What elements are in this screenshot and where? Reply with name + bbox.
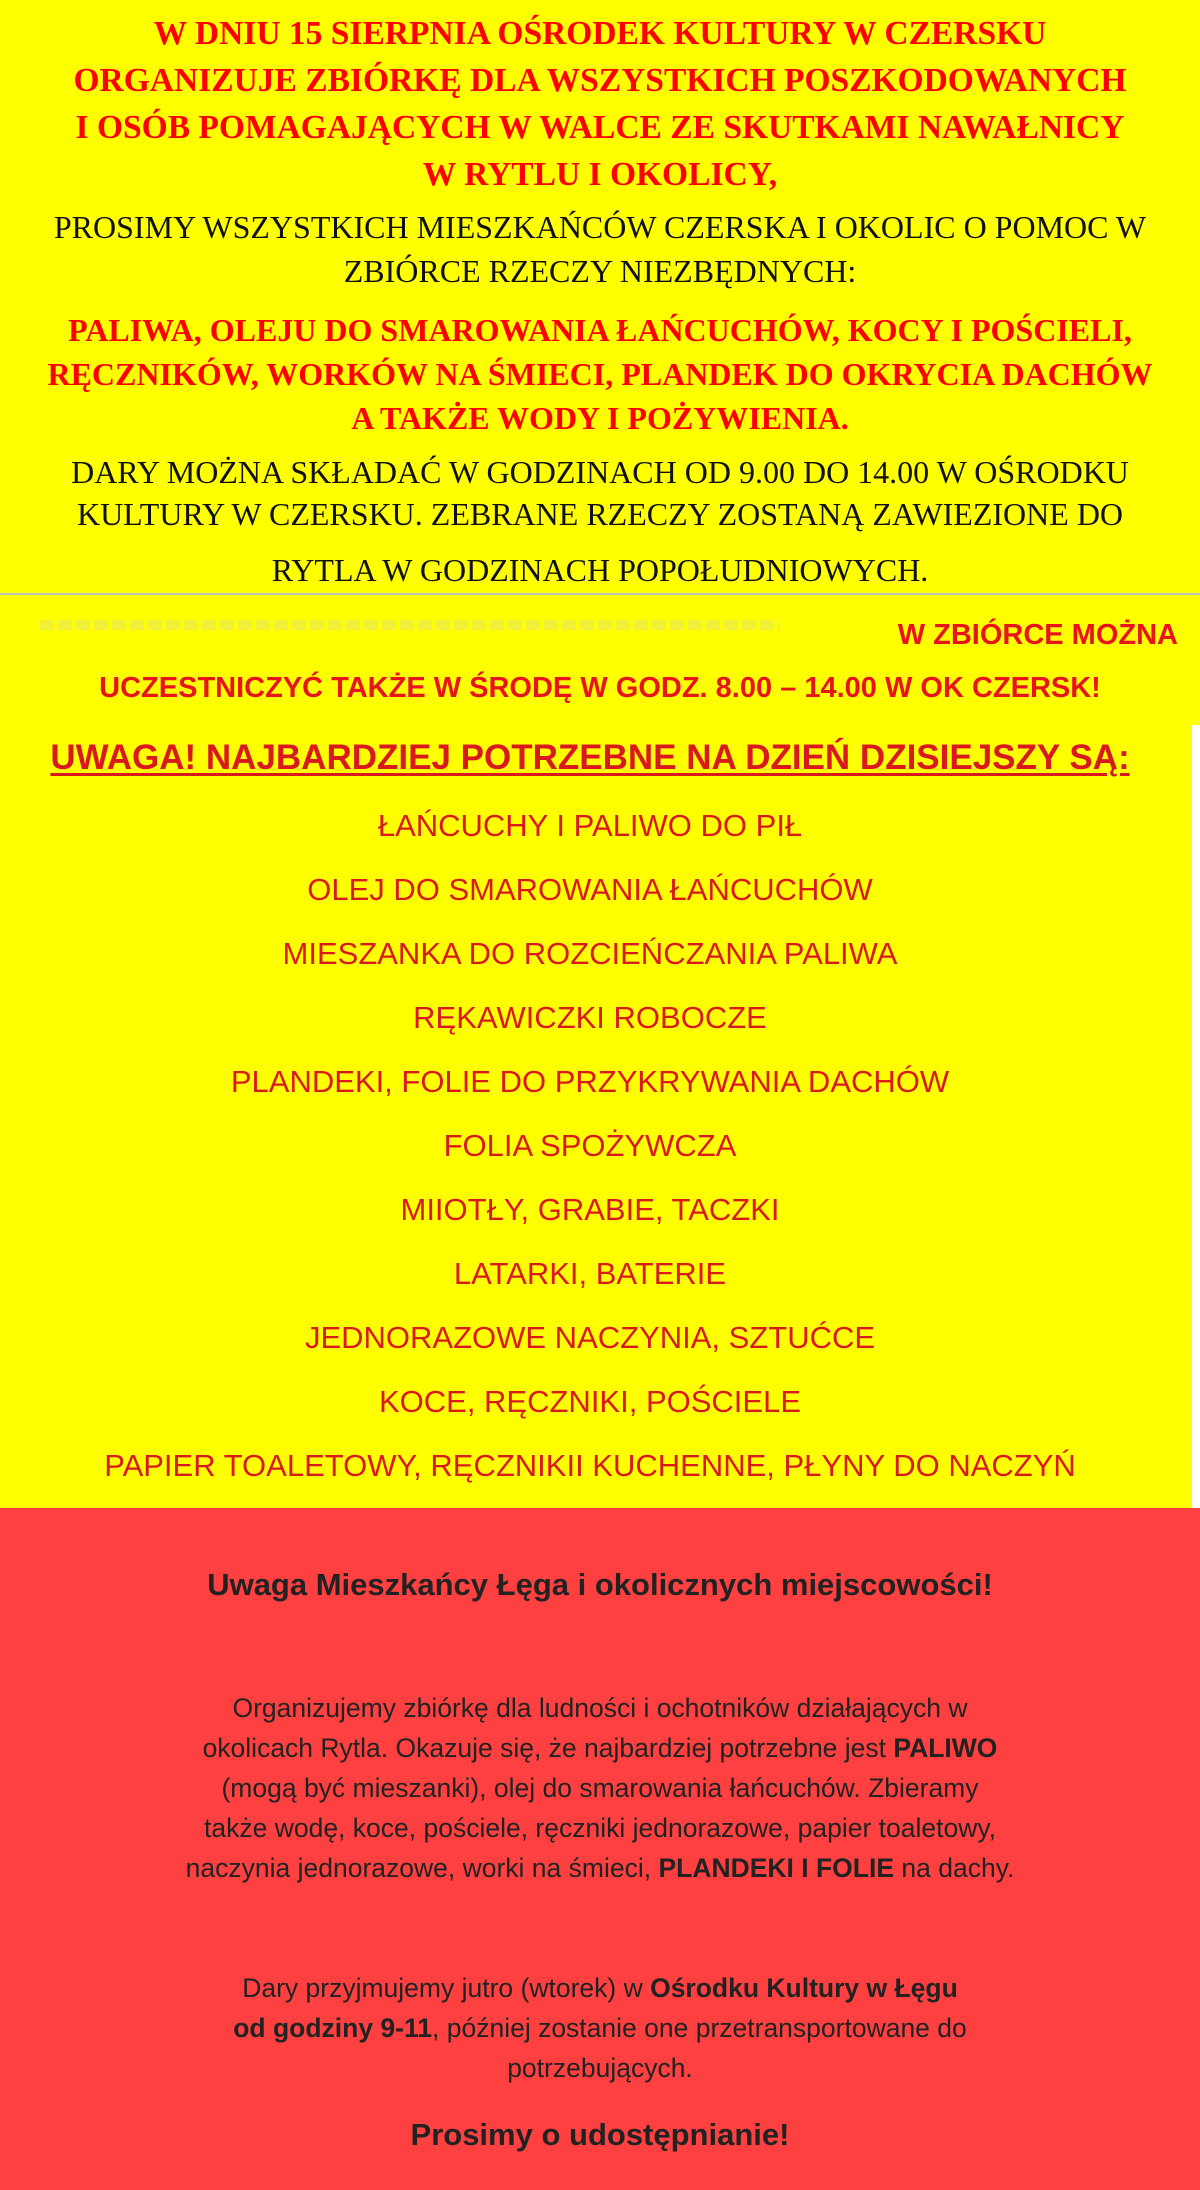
czersk-hours-line: KULTURY W CZERSKU. ZEBRANE RZECZY ZOSTANĄ ZAWIEZIONE DO (76, 496, 1124, 532)
czersk-heading (0, 10, 1200, 198)
czersk-hours-line: DARY MOŻNA SKŁADAĆ W GODZINACH OD 9.00 DO 14.00 W OŚRODKU (71, 454, 1129, 490)
needed-item: MIESZANKA DO ROZCIEŃCZANIA PALIWA (282, 936, 898, 971)
czersk-heading-line: W DNIU 15 SIERPNIA OŚRODEK KULTURY W CZERSKU (153, 15, 1047, 52)
leg-paragraph-line: także wodę, koce, pościele, ręczniki jednorazowe, papier toaletowy, (204, 1813, 996, 1843)
czersk-request (0, 205, 1200, 293)
needed-item: RĘKAWICZKI ROBOCZE (413, 1000, 767, 1035)
needed-item: PAPIER TOALETOWY, RĘCZNIKII KUCHENNE, PŁYNY DO NACZYŃ (104, 1448, 1076, 1483)
edge-strip (1192, 725, 1200, 1508)
czersk-hours (0, 451, 1200, 535)
czersk-request-line: PROSIMY WSZYSTKICH MIESZKAŃCÓW CZERSKA I OKOLIC O POMOC W (53, 209, 1147, 245)
leg-dates-line: potrzebujących. (507, 2053, 693, 2083)
leg-share-request: Prosimy o udostępnianie! (410, 2117, 790, 2152)
leg-emphasis-tarps: PLANDEKI I FOLIE (658, 1853, 895, 1883)
needed-item: LATARKI, BATERIE (453, 1256, 727, 1291)
leg-paragraph-text: na dachy. (894, 1853, 1015, 1883)
faint-bleed-text (40, 620, 780, 630)
leg-paragraph-text: okolicach Rytla. Okazuje się, że najbardziej potrzebne jest (202, 1733, 894, 1763)
leg-heading: Uwaga Mieszkańcy Łęga i okolicznych miejscowości! (207, 1567, 993, 1602)
leg-paragraph (0, 1688, 1200, 1888)
needed-heading: UWAGA! NAJBARDZIEJ POTRZEBNE NA DZIEŃ DZISIEJSZY SĄ: (50, 738, 1130, 777)
leg-paragraph-line (0, 1728, 1200, 1768)
midweek-notice-line-1: W ZBIÓRCE MOŻNA (897, 619, 1178, 651)
czersk-notice (0, 0, 1200, 593)
leg-dates-line (0, 1968, 1200, 2008)
czersk-items-line: PALIWA, OLEJU DO SMAROWANIA ŁAŃCUCHÓW, KOCY I POŚCIELI, (68, 312, 1132, 348)
leg-paragraph-text: naczynia jednorazowe, worki na śmieci, (185, 1853, 659, 1883)
czersk-items-line: RĘCZNIKÓW, WORKÓW NA ŚMIECI, PLANDEK DO OKRYCIA DACHÓW (47, 356, 1153, 392)
needed-item: JEDNORAZOWE NACZYNIA, SZTUĆCE (304, 1320, 876, 1355)
needed-item: OLEJ DO SMAROWANIA ŁAŃCUCHÓW (307, 872, 873, 907)
needed-item: FOLIA SPOŻYWCZA (443, 1128, 737, 1163)
leg-notice (0, 1508, 1200, 2190)
leg-dates-line (0, 2008, 1200, 2048)
czersk-hours-last-line: RYTLA W GODZINACH POPOŁUDNIOWYCH. (271, 552, 929, 588)
czersk-items-line: A TAKŻE WODY I POŻYWIENIA. (351, 400, 849, 436)
czersk-heading-line: ORGANIZUJE ZBIÓRKĘ DLA WSZYSTKICH POSZKODOWANYCH (73, 62, 1127, 99)
needed-item: KOCE, RĘCZNIKI, POŚCIELE (378, 1384, 802, 1419)
leg-dates-text: , później zostanie one przetransportowane do (432, 2013, 967, 2043)
leg-emphasis-fuel: PALIWO (893, 1733, 998, 1763)
needed-list (0, 800, 1180, 1504)
midweek-notice-line-2: UCZESTNICZYĆ TAKŻE W ŚRODĘ W GODZ. 8.00 – 14.00 W OK CZERSK! (99, 672, 1101, 704)
needed-item: MIIOTŁY, GRABIE, TACZKI (400, 1192, 780, 1227)
needed-item: ŁAŃCUCHY I PALIWO DO PIŁ (377, 808, 803, 843)
czersk-request-line: ZBIÓRCE RZECZY NIEZBĘDNYCH: (343, 253, 857, 289)
needed-item: PLANDEKI, FOLIE DO PRZYKRYWANIA DACHÓW (230, 1064, 950, 1099)
leg-emphasis-hours: od godziny 9-11 (233, 2013, 432, 2043)
leg-dates (0, 1968, 1200, 2088)
leg-paragraph-line: Organizujemy zbiórkę dla ludności i ochotników działających w (232, 1693, 968, 1723)
leg-emphasis-place: Ośrodku Kultury w Łęgu (650, 1973, 958, 2003)
leg-dates-text: Dary przyjmujemy jutro (wtorek) w (242, 1973, 651, 2003)
czersk-heading-line: I OSÓB POMAGAJĄCYCH W WALCE ZE SKUTKAMI NAWAŁNICY (75, 109, 1125, 146)
leg-paragraph-line (0, 1848, 1200, 1888)
czersk-items (0, 308, 1200, 440)
leg-paragraph-line: (mogą być mieszanki), olej do smarowania łańcuchów. Zbieramy (221, 1773, 979, 1803)
czersk-heading-line: W RYTLU I OKOLICY, (422, 156, 778, 193)
